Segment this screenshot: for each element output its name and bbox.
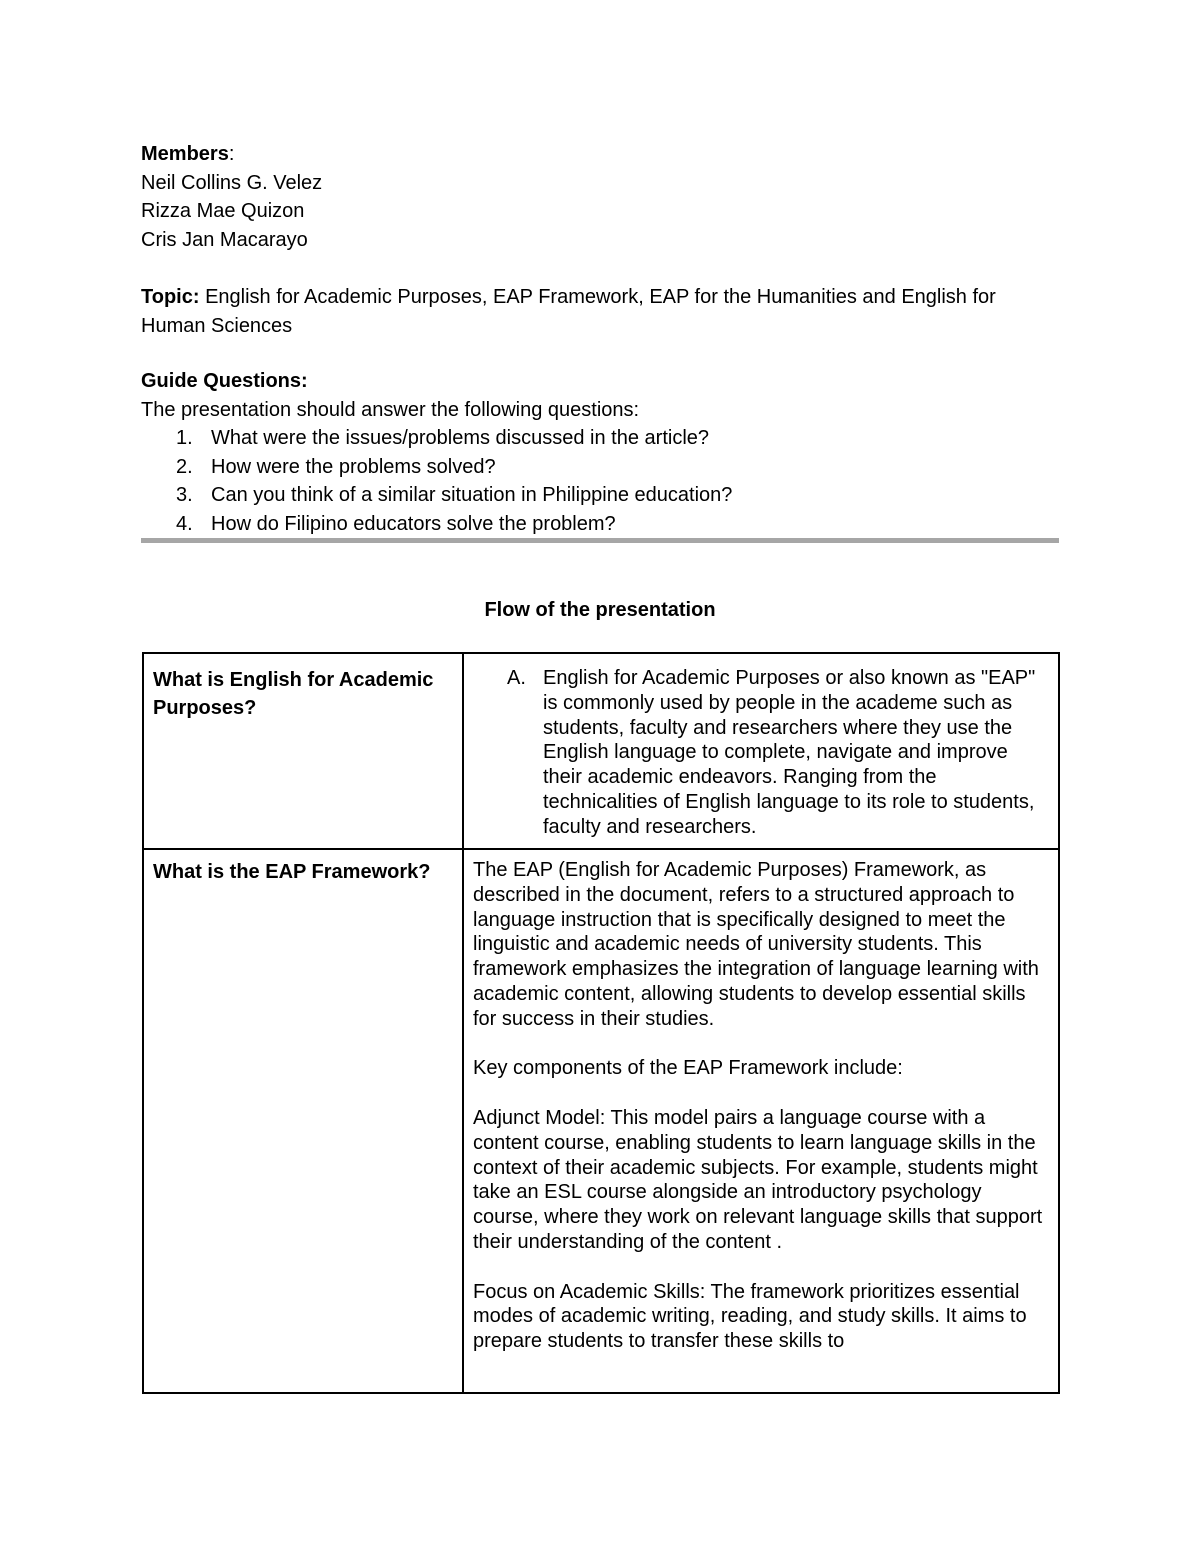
guide-questions-section [141, 367, 1061, 538]
question-item [141, 481, 1061, 510]
table-row [144, 654, 1058, 848]
topic-label: Topic: [141, 286, 200, 308]
question-number: 2. [176, 455, 193, 478]
answer-text: English for Academic Purposes or also known as "EAP" is commonly used by people in the academe such as students, faculty and researchers where they use the English language to complete, navigate and improve their academic endeavors. Ranging from the technicalities of English language to its role to students, faculty and researchers. [543, 667, 1036, 838]
answer-paragraph: Key components of the EAP Framework include: [473, 1057, 903, 1080]
guide-questions-list [141, 424, 1061, 538]
members-section [141, 140, 1061, 254]
member-name: Cris Jan Macarayo [141, 228, 308, 251]
row-question: What is English for Academic Purposes? [144, 654, 464, 848]
answer-paragraph: The EAP (English for Academic Purposes) Framework, as described in the document, refers to a structured approach to language instruction that is specifically designed to meet the linguistic and academic needs of university students. This framework emphasizes the integration of language learning with academic content, allowing students to develop essential skills for success in their studies. [473, 859, 1039, 1030]
row-answer [464, 850, 1058, 1392]
horizontal-divider [141, 538, 1059, 543]
member-name: Neil Collins G. Velez [141, 171, 323, 194]
row-answer [464, 654, 1058, 848]
member-name: Rizza Mae Quizon [141, 200, 305, 222]
question-number: 1. [176, 427, 193, 449]
table-row [144, 848, 1058, 1392]
topic-section [141, 283, 1061, 340]
question-text: Can you think of a similar situation in Philippine education? [211, 484, 733, 506]
answer-paragraph: Focus on Academic Skills: The framework prioritizes essential modes of academic writing, reading, and study skills. It aims to prepare students to transfer these skills to [473, 1280, 1027, 1353]
topic-text: English for Academic Purposes, EAP Framework, EAP for the Humanities and English for Human Sciences [141, 286, 996, 337]
members-label: Members [141, 143, 229, 165]
flow-table [142, 652, 1060, 1394]
question-number: 4. [176, 512, 193, 535]
topic-line [141, 283, 1061, 340]
question-item [141, 424, 1061, 453]
question-item [141, 453, 1061, 482]
question-text: What were the issues/problems discussed in the article? [211, 427, 710, 449]
guide-questions-intro: The presentation should answer the following questions: [141, 398, 640, 421]
guide-questions-heading: Guide Questions: [141, 370, 308, 392]
row-question: What is the EAP Framework? [144, 850, 464, 1392]
list-item [473, 666, 1048, 840]
members-colon: : [228, 143, 235, 165]
question-text: How were the problems solved? [211, 455, 496, 478]
answer-paragraph: Adjunct Model: This model pairs a language course with a content course, enabling students to learn language skills in the context of their academic subjects. For example, students might take an ESL course alongside an introductory psychology course, where they work on relevant language skills that support their understanding of the content . [473, 1106, 1043, 1253]
question-number: 3. [176, 484, 193, 506]
flow-title: Flow of the presentation [484, 599, 716, 621]
list-letter: A. [507, 667, 526, 689]
question-text: How do Filipino educators solve the problem? [211, 512, 616, 535]
question-item [141, 510, 1061, 539]
members-heading [141, 140, 1061, 169]
